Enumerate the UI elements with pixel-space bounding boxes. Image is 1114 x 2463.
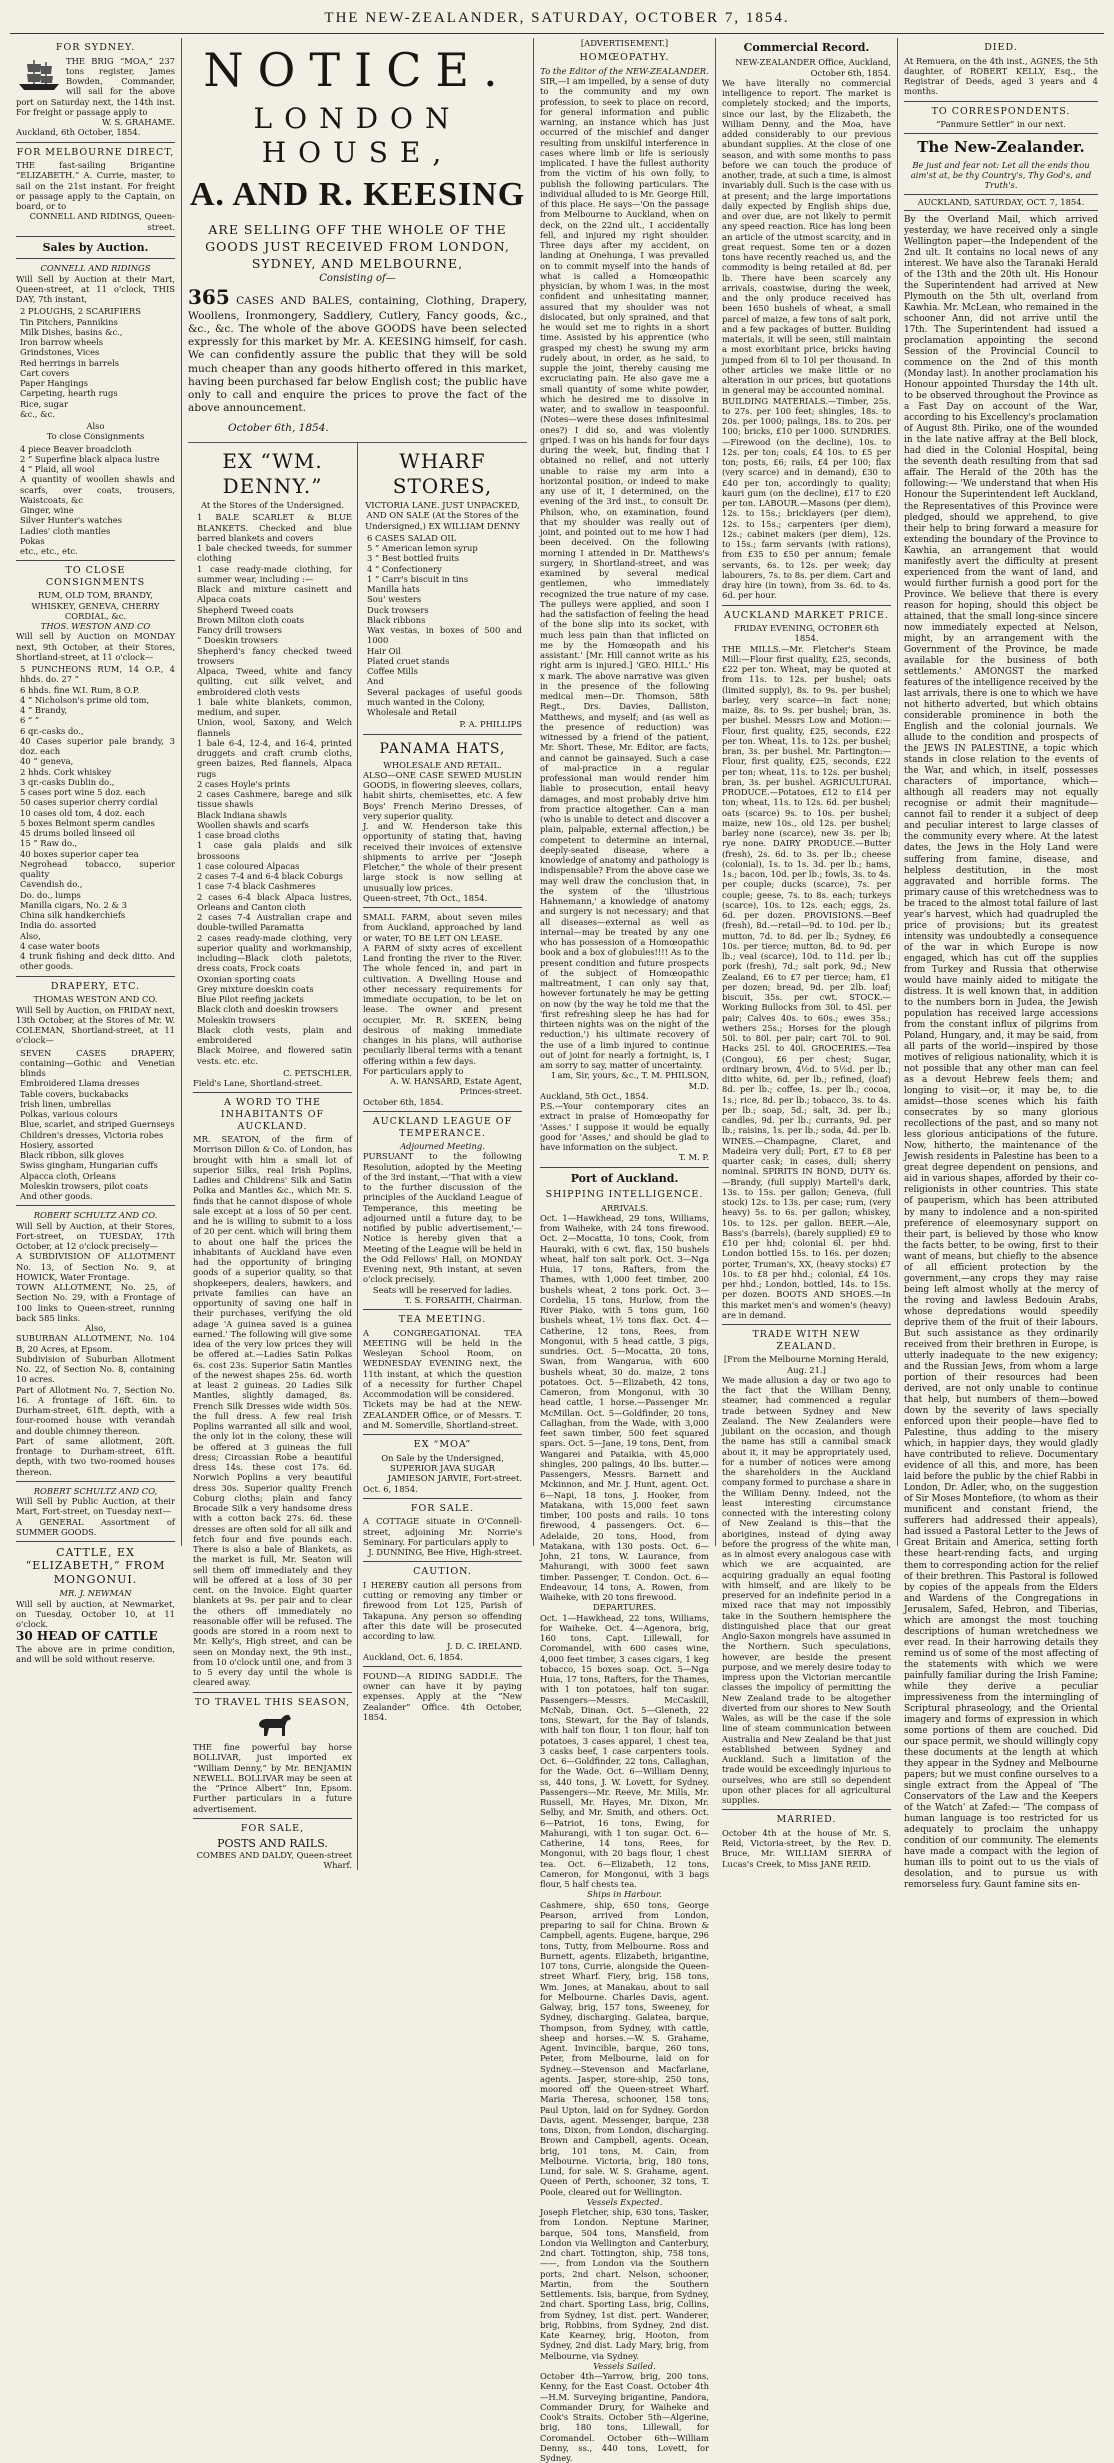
dateline: AUCKLAND, SATURDAY, OCT. 7, 1854.	[904, 194, 1098, 210]
cr-items-2: 4 piece Beaver broadcloth 2 ” Superfine black alpaca lustre 4 ” Plaid, all wool A quantity of woollen shawls and scarfs, over coats, trousers, Waistcoats, &c Ginger, wine Silver Hunter's watches Ladies' cloth mantles Pokas etc., etc., etc.	[20, 443, 175, 557]
col2-right: WHARF STORES, VICTORIA LANE. JUST UNPACKED, AND ON SALE (At the Stores of the Undersigned,) EX WILLIAM DENNY 6 CASES SALAD OIL 5 ” American lemon syrup 3 ” Best bottled fruits 4 ” Confectionery 1 ” Carr's biscuit in tins Manilla hats Sou' westers Duck trowsers Black ribbons Wax vestas, in boxes of 500 and 1000 Hair Oil Plated cruet stands Coffee Mills And Several packages of useful goods much wanted in the Colony, Wholesale and Retail P. A. PHILLIPS PANAMA HATS, WHOLESALE AND RETAIL. ALSO—ONE CASE SEWED MUSLIN GOODS, in flowering sleeves, collars, habit shirts, chemisettes, etc. A few Boys' French Merino Dresses, of very superior quality. J. and W. Henderson take this opportunity of stating that, having received their invoices of extensive shipments to arrive per “Joseph Fletcher,” the whole of their present large stock is now selling at unusually low prices. Queen-street, 7th Oct., 1854. SMALL FARM, about seven miles from Auckland, approached by land or water, TO BE LET ON LEASE. A FARM of sixty acres of excellent Land fronting the river to the River. The whole fenced in, and part in cultivation. A Dwelling House and other necessary requirements for immediate occupation, to be let on lease. The owner and present occupier, Mr. R. SKEEN, being desirous of making immediate changes in his plans, will authorise peculiarly liberal terms with a tenant offering within a few days. For particulars apply to A. W. HANSARD, Estate Agent, Princes-street. October 6th, 1854. AUCKLAND LEAGUE OF TEMPERANCE. Adjourned Meeting. PURSUANT to the following Resolution, adopted by the Meeting of the 3rd instant,—'That with a view to the further discussion of the principles of the Auckland League of Temperance, this meeting be adjourned until a future day, to be notified by public advertisement,'—Notice is hereby given that a Meeting of the League will be held in the Odd Fellows' Hall, on MONDAY Evening next, 9th instant, at seven o'clock precisely. Seats will be reserved for ladies. T. S. FORSAITH, Chairman. TEA MEETING. A CONGREGATIONAL TEA MEETING will be held in the Wesleyan School Room, on WEDNESDAY EVENING next, the 11th instant, at which the question of a necessity for further Chapel Accommodation will be considered. Tickets may be had at the NEW-ZEALANDER Office, or of Messrs. T. and M. Somerville, Shortland-street. EX “MOA” On Sale by the Undersigned, SUPERIOR JAVA SUGAR JAMIESON JARVIE, Fort-street. Oct. 6, 1854. FOR SALE. A COTTAGE situate in O'Connell-street, adjoining Mr. Norrie's Seminary. For particulars apply to J. DUNNING, Bee Hive, High-street. CAUTION. I HEREBY caution all persons from cutting or removing any timber or firewood from Lot 125, Parish of Takapuna. Any person so offending after this date will be prosecuted according to law. J. D. C. IRELAND. Auckland, Oct. 6, 1854. FOUND—A RIDING SADDLE. The owner can have it by paying expenses. Apply at the “New Zealander” Office. 4th October, 1854.	[363, 449, 522, 1722]
weston-items: 5 PUNCHEONS RUM, 14 O.P., 4 hhds. do. 27 ” 6 hhds. fine W.I. Rum, 8 O.P. 4 ” Nicholson's prime old tom, 4 ” Brandy, 6 ” ” 6 qr.-casks do., 40 Cases superior pale brandy, 3 doz. each 40 ” geneva, 2 hhds. Cork whiskey 3 qr.-casks Dublin do., 5 cases port wine 5 doz. each 50 cases superior cherry cordial 10 cases old tom, 4 doz. each 5 boxes Belmont sperm candles 45 drums boiled linseed oil 15 ” Raw do., 40 boxes superior caper tea Negrohead tobacco, superior quality Cavendish do., Do. do., lumps Manilla cigars, No. 2 & 3 China silk handkerchiefs India do. assorted Also, 4 case water boots 4 trunk fishing and deck ditto. And other goods.	[20, 664, 175, 972]
editorial: By the Overland Mail, which arrived yesterday, we have received only a single Wellington paper—the Independent of the 2nd ult. It contains no local news of any interest. We have also the Taranaki Herald of the 13th and the 20th ult. His Honour the Superintendent had arrived at New Plymouth on the 5th ult, overland from Kawhia. Mr. McLean, who remained in the schooner Ann, did not arrive until the 17th. The Superintendent had issued a proclamation appointing the second Session of the Provincial Council to commence on the 2nd of this month (Monday last). In another proclamation his Honour appointed Thursday the 14th ult. to be observed throughout the Province as a Fast Day on account of the War, according to his Excellency's proclamation of August 8th. Piriko, one of the wounded in the late native affray at the Bell block, had died in the Colonial Hospital, being the seventh death resulting from that sad affair. The Herald of the 20th has the following:— 'We understand that when His Honour the Superintendent left Auckland, the Representatives of this Province were pledged, should we apprehend, to give their help to bring forward a measure for extending the boundary of the Province to Kawhia, an arrangement that would manifestly avert the difficulty at present experienced from the want of land, and would further furnish a good port for the Province. We believe that there is every reason for hoping, should this object be attained, that the small long-since sincere now immediately expected at Nelson, might, by an arrangement with the Government of the Province, be made available for the business of both settlements.' AMONGST the marked features of the intelligence received by the last arrivals, there is one to which we have not hitherto adverted, but which obtains considerable prominence in both the English and the colonial journals. We allude to the condition and prospects of the JEWS IN PALESTINE, a topic which stands in close relation to the events of the War, and which, in itself, possesses characters of importance, which—although all readers may not equally recognise or admit their magnitude—cannot fail to render it a subject of deep and peculiar interest to large classes of the community every where. At the latest dates, the Jews in the Holy Land were suffering from famine, disease, and helpless destitution, in the most aggravated and horrible forms. The primary cause of this wretchedness was to be traced to the almost total failure of last year's harvest, which had quadrupled the price of provisions; but its greatest intensity was undoubtedly a consequence of the war in which Europe is now engaged, which has cut off the supplies from Turkey and Russia that otherwise would have mainly aided to mitigate the distress. It is well known that, in addition to the numbers born in Judea, the Jewish population has received large accessions from the constant influx of pilgrims from Poland, Hungary, and, it may be said, from all parts of the world—inspired by those motives of religious nationality, which it is not possible that any other man can feel as a devout Hebrew feels them; and longing to visit—or, it may be, to die amidst—those scenes which his faith consecrates by so many glorious recollections of the past, and so many not less glorious anticipations of the future. Now, hitherto, the maintenance of the Jewish residents in Palestine has been to a great degree dependent on pensions, and aid in various shapes, afforded by their co-religionists in other countries. This state of pauperism, which has been attributed by many to indolence and a non-spirited preference of eleemosynary support on their part, is believed by those who know the facts better, to be owing, first to their want of means, but chiefly to the absence of all efficient protection by the government,—any crops they may raise being left almost wholly at the mercy of the roving and lawless Bedouin Arabs, whose depredations would speedily deprive them of the fruit of their labours. But such assistance as they ordinarily received from their brethren in Europe, is utterly inadequate to the new exigency; and the Russian Jews, from whom a large portion of their resources had been derived, are not only unable to continue that help, but numbers of them—bowed down by the severity of laws specially enforced upon their people—have fled to Palestine, thus adding to the misery which, in happier days, they would gladly have contributed to relieve. Documentary evidence of all this, and more, has been laid before the public by the chief Rabbi in London, Dr. Adler, who, on the suggestion of Sir Moses Montefiore, (to whom as their munificent and constant friend, the sufferers had addressed their appeals), had issued a Pastoral Letter to the Jews of Great Britain and America, setting forth these heart-rending facts, and urging them to corresponding action for the relief of their brethren. This Pastoral is followed by copies of the appeals from the Elders and Wardens of the Congregations in Jerusalem, Safed, Hebron, and Tiberias, which are amongst the most touching descriptions of human wretchedness we ever read. In their harrowing details they remind us of some of the most affecting of the statements with which we were painfully familiar during the Irish Famine; while they derive a peculiar impressiveness from the intermingling of Scriptural phraseology, and the Oriental imagery and forms of expression in which some portions of them are couched. Did our space permit, we should willingly copy these documents at the length at which they appear in the Sydney and Melbourne papers; but we must confine ourselves to a single extract from the Appeal of 'The Conservators of the Law and the Keepers of the Watch' at Zafed:— 'The compass of human language is too restricted for us adequately to proclaim the unhappy condition of our community. The elements have made a compact with the legion of human ills to point out to us the vials of desolation, and to pursue us with remorseless fury. Gaunt famine sits en-	[904, 214, 1098, 1891]
split-columns	[188, 442, 527, 1870]
seaton-notice: MR. SEATON, of the firm of Morrison Dillon & Co. of London, has brought with him a small lot of superior Silks, real Irish Poplins, Ladies and Childrens' Silk and Satin Polka and Mantles &c., which Mr. S. finds that he cannot dispose of whole sale except at a loss of 50 per cent. and he is willing to submit to a loss of 20 per cent. which will bring them to about one half the prices the inhabitants of Auckland have even had the opportunity of bringing goods of a superior quality, so that shopkeepers, dealers, hawkers, and private families can have an opportunity of saving one half in their purchases, verifying the old adage 'A guinea saved is a guinea earned.' The following will give some idea of the very low prices they will be offered at.—Ladies Satin Polkas 6s. cost 23s. Superior Satin Mantles of the newest shapes 25s. 6d. worth at least 2 guineas. 20 Ladies Silk Mantles, slightly damaged, 8s. French Silk Dresses wide width 50s. the full dress. A few real Irish Poplins warranted all silk and wool, the only lot in the colony, these will be offered at 3 guineas the full dress; Circassian Robe a beautiful dress 14s. these cost 17s. 6d. Norwich Poplins a very beautiful dress 30s. Superior quality French Coburg cloths; plain and fancy Brocade Silk a very handsome dress with a cotton back 27s. 6d. these dresses are often sold for all silk and fetch four and five pounds each. There is also a bale of Blankets, as the market is full, Mr. Seaton will sell them off immediately and they will be offered at a loss of 30 per cent. on the Invoice. Eight quarter blankets at 9s. per pair and to clear the others off immediately no reasonable offer will be refused. The goods are stored in a room next to Mr. Kelly's, High street, and can be seen on Monday next, the 9th inst., from 10 o'clock until one, and from 3 to 5 every day until the whole is cleared away.	[193, 1134, 352, 1688]
market-prices: THE MILLS.—Mr. Fletcher's Steam Mill:—Flour first quality, £25, seconds, £22 per ton. Wheat, may be quoted at from 11s. to 12s. per bushel; oats (limited supply), 8s. to 9s. per bushel; barley, very scarce—in fact none; maize, 8s. to 9s. per bushel; bran, 3s. per bushel. Messrs Low and Motion:—Flour, first quality, £25, seconds, £22 per ton. Wheat, 11s. to 12s. per bushel; bran, 3s. per bushel. Mr. Partington:—Flour, first quality, £25, seconds, £22 per ton; wheat, 11s. to 12s. per bushel; bran, 3s. per bushel. AGRICULTURAL PRODUCE.—Potatoes, £12 to £14 per ton; wheat, 11s. to 12s. 6d. per bushel; oats (scarce) 9s. to 10s. per bushel; maize, new 10s., old 12s. per bushel; barley none (scarce), new 3s. per lb; rye none. DAIRY PRODUCE.—Butter (fresh), 2s. 6d. to 3s. per lb.; cheese (colonial), 1s. to 1s. 3d. per lb.; hams, 1s.; bacon, 10d. per lb.; fowls, 3s. to 4s. per couple; ducks (scarce), 7s. per couple; geese, 7s. to 8s. each; turkeys (scarce), 10s. to 12s. each; eggs, 2s. 6d. per dozen. PROVISIONS.—Beef (fresh), 8d.—retail—9d. to 10d. per lb.; mutton, 7d. to 8d. per lb.; Sydney, £6 10s. per tierce; mutton, 8d. to 9d. per lb.; veal (scarce), 10d. to 11d. per lb.; pork (fresh), 7d.; salt pork, 9d.; New Zealand, £6 to £7 per tierce; ham, £1 per dozen; bread, 9d. per 2lb. loaf; biscuit, 35s. per cwt. STOCK.—Working Bullocks from 30l. to 45l. per pair; Calves 40s. to 60s.; ewes 35s.; wethers 25s.; Horses for the plough 50l. to 80l. per pair; cart 70l. to 90l. Hacks 25l. to 40l. GROCERIES.—Tea (Congou), £6 per chest; Sugar, ordinary brown, 4½d. to 5½d. per lb.; ditto white, 6d. per lb.; refined, (loaf) 8d. per lb.; coffee, 1s. per lb.; cocoa, 1s.; rice, 8d. per lb.; tobacco, 3s. to 4s. per lb.; soap, 5d.; salt, 3d. per lb.; candles, 9d. per lb.; currants, 9d. per lb.; raisins, 1s. per lb.; soda, 4d. per lb. WINES.—Champagne, Claret, and Madeira very dull; Port, £7 to £8 per quarter cask; in cases, dull; sherry nominal. SPIRITS IN BOND, DUTY 6s.—Brandy, (full supply) Martell's dark, 13s. to 15s. per gallon; Geneva, (full stock) 12s. to 13s. per case; rum, (very heavy) 5s. to 6s. per gallon; whiskey, 10s. to 12s. per gallon. BEER.—Ale, Bass's (barrels), (barely supplied) £9 to £10 per hhd; colonial 6l. per hhd. London bottled 15s. to 16s. per dozen; porter, Truman's, XX, (heavy stocks) £7 10s. to £8 per hhd.; colonial, £4 10s. per hhd.; London, bottled, 14s. to 15s. per dozen. BOOTS AND SHOES.—In this market men's and women's (heavy) are in demand.	[722, 643, 892, 1320]
commercial-prices: BUILDING MATERIALS.—Timber, 25s. to 27s. per 100 feet; shingles, 18s. to 20s. per 1000; palings, 18s. to 20s. per 100; bricks, £10 per 1000. SUNDRIES.—Firewood (on the decline), 10s. to 12s. per ton; coals, £4 10s. to £5 per ton; posts, £6; rails, £4 per 100; flax (very scarce) and in demand), £30 to £40 per ton, accordingly to quality; kauri gum (on the decline), £17 to £20 per ton. LABOUR.—Masons (per diem), 12s. to 15s.; bricklayers (per diem), 12s. to 15s.; carpenters (per diem), 12s.; cabinet makers (per diem), 12s. to 15s.; farm servants (with rations), from £35 to £50 per annum; female servants, 6s. to 12s. per week; day labourers, 7s. to 8s. per diem. Cart and dray hire (in town), from 3s. 6d. to 4s. 6d. per hour.	[722, 395, 891, 601]
column-1: FOR SYDNEY. THE BRIG “MOA,” 237 tons register, James Bowden, Commander, will sail for the above port on Saturday next, the 14th inst. For freight or passage apply to W. S. GRAHAME. Auckland, 6th October, 1854. FOR MELBOURNE DIRECT, THE fast-sailing Brigantine “ELIZABETH.” A. Currie, master, to sail on the 21st instant. For freight or passage apply to the Captain, on board, or to CONNELL AND RIDINGS, Queen-street. Sales by Auction. CONNELL AND RIDINGS Will Sell by Auction at their Mart, Queen-street, at 11 o'clock, THIS DAY, 7th instant, 2 PLOUGHS, 2 SCARIFIERS Tin Pitchers, Pannikins Milk Dishes, basins &c., Iron barrow wheels Grindstones, Vices Red herrings in barrels Cart covers Paper Hangings Carpeting, hearth rugs Rice, sugar &c., &c. Also To close Consignments 4 piece Beaver broadcloth 2 ” Superfine black alpaca lustre 4 ” Plaid, all wool A quantity of woollen shawls and scarfs, over coats, trousers, Waistcoats, &c Ginger, wine Silver Hunter's watches Ladies' cloth mantles Pokas etc., etc., etc. TO CLOSE CONSIGNMENTS RUM, OLD TOM, BRANDY, WHISKEY, GENEVA, CHERRY CORDIAL, &c. THOS. WESTON AND CO Will sell by Auction on MONDAY next, 9th October, at their Stores, Shortland-street, at 11 o'clock— 5 PUNCHEONS RUM, 14 O.P., 4 hhds. do. 27 ” 6 hhds. fine W.I. Rum, 8 O.P. 4 ” Nicholson's prime old tom, 4 ” Brandy, 6 ” ” 6 qr.-casks do., 40 Cases superior pale brandy, 3 doz. each 40 ” geneva, 2 hhds. Cork whiskey 3 qr.-casks Dublin do., 5 cases port wine 5 doz. each 50 cases superior cherry cordial 10 cases old tom, 4 doz. each 5 boxes Belmont sperm candles 45 drums boiled linseed oil 15 ” Raw do., 40 boxes superior caper tea Negrohead tobacco, superior quality Cavendish do., Do. do., lumps Manilla cigars, No. 2 & 3 China silk handkerchiefs India do. assorted Also, 4 case water boots 4 trunk fishing and deck ditto. And other goods. DRAPERY, ETC. THOMAS WESTON AND CO. Will Sell by Auction, on FRIDAY next, 13th October, at the Stores of Mr. W. COLEMAN, Shortland-street, at 11 o'clock— SEVEN CASES DRAPERY, containing—Gothic and Venetian blinds Embroidered Llama dresses Table covers, buckabacks Irish linen, umbrellas Polkas, various colours Blue, scarlet, and striped Guernseys Children's dresses, Victoria robes Hosiery, assorted Black ribbon, silk gloves Swiss gingham, Hungarian cuffs Alpacca cloth, Orleans Moleskin trowsers, pilot coats And other goods. ROBERT SCHULTZ AND CO. Will Sell by Auction, at their Stores, Fort-street, on TUESDAY, 17th October, at 12 o'clock precisely— A SUBDIVISION OF ALLOTMENT No. 13, of Section No. 9, at HOWICK, Water Frontage. TOWN ALLOTMENT, No. 25, of Section No. 29, with a Frontage of 100 links to Queen-street, running back 585 links. Also, SUBURBAN ALLOTMENT, No. 104 B, 20 Acres, at Epsom. Subdivision of Suburban Allotment No. 22, of Section No. 8, containing 10 acres. Part of Allotment No. 7, Section No. 16. A frontage of 16ft. 6in. to Durham-street, 61ft. depth, with a four-roomed house with verandah and double chimney thereon. Part of same allotment, 20ft. frontage to Durham-street, 61ft. depth, with two two-roomed houses thereon. ROBERT SCHULTZ AND CO, Will Sell by Public Auction, at their Mart, Fort-street, on Tuesday next— A GENERAL Assortment of SUMMER GOODS. CATTLE, EX “ELIZABETH,” FROM MONGONUI. MR. J. NEWMAN Will sell by auction, at Newmarket, on Tuesday, October 10, at 11 o'clock. 30 HEAD OF CATTLE The above are in prime condition, and will be sold without reserve.	[10, 38, 182, 1546]
auction-heading: Sales by Auction.	[42, 240, 149, 254]
homeopathy-letter: SIR,—I am impelled, by a sense of duty to the community and my own profession, to seek to place on record, for general information and public warning, an instance which has just occurred of the mischief and danger resulting from unskilful interference in cases where limb or life is seriously implicated. I have the fullest authority from the victim of his own folly, to publish the following particulars. The individual alluded to is Mr. George Hill, of this place. He says—'On the passage from Melbourne to Auckland, when on deck, on the 22nd ult., I accidentally fell, and injured my right shoulder. Three days after my accident, on landing at Onehunga, I was prevailed on to commit myself into the hands of what is called a Homœopathic physician, by whom I was, in the most confident and unhesitating manner, assured that my shoulder was not dislocated, but only sprained, and that he would set me to rights in a short time. Assisted by his apprentice (who grasped my chest) he swung my arm rudely about, in order, as he said, to supple the joint, thereby causing me excruciating pain. He also gave me a small quantity of some white powder, which he desired me to dissolve in water, and to swallow in teaspoonful. (Notes—were these doses infinitesimal ones?) I did so, and was violently griped. I was on his hands for four days during the week, but, finding that I obtained no relief, and not utterly unable to raise my arm into a horizontal position, or indeed to make any use of it, I determined, on the evening of the 3rd inst., to consult Dr. Philson, who, on examination, found that my shoulder was really out of joint, and pointed out to me how I had been deceived. On the following morning I attended in Dr. Matthews's surgery, in Shortland-street, and was examined by several medical gentlemen, who immediately recognized the true nature of my case. The pulleys were applied, and soon I had the satisfaction of feeling the head of the bone slip into its socket, with much less pain than that inflicted on me by the Homœopath and his assistant.' [Mr. Hill cannot write as his right arm is injured.] 'GEO. HILL.' His x mark. The above narrative was given in the presence of the following medical men—Dr. Thomson, 58th Regt., Drs. Davies, Dalliston, Matthews, and myself; and (as well as the presence of reduction) was witnessed by a friend of the patient, Mr. Short. These, Mr. Editor, are facts, and cannot be gainsayed. Such a case of mal-practice in a regular professional man would render him liable to prosecution, entail heavy damages, and most probably drive him from practice altogether. Can a man (who is unable to detect and discover a plain, palpable, external affection,) be competent to determine an internal, deeply-seated disease, where a knowledge of anatomy and pathology is indispensable? From the above case we may well draw the conclusion that, in the system of the 'illustrious Hahnemann,' a knowledge of anatomy and surgery is not necessary; and that all diseases—external as well as internal—may be treated by any one who has possession of a Homœopathic book and a box of globules!!!! As to the present condition and future prospects of the subject of Homœopathic maltreatment, I can only say that, however fortunately he may be getting on now (by the way he told me that the 'first refreshing sleep he has had for thirteen nights was on the night of the reduction,') his ultimate recovery of the use of a limb injured to continue out of joint for nearly a fortnight, is, I am sorry to say, matter of uncertainty.	[540, 76, 709, 1071]
keesing-firm: A. AND R. KEESING	[189, 176, 526, 214]
col2-left: EX “WM. DENNY.” At the Stores of the Undersigned. 1 BALE SCARLET & BLUE BLANKETS. Checked and blue barred blankets and covers 1 bale checked tweeds, for summer clothing 1 case ready-made clothing, for summer wear, including :— Black and mixture casinett and Alpaca coats Shepherd Tweed coats Brown Milton cloth coats Fancy drill trowsers ” Doeskin trowsers Shepherd's fancy checked tweed trowsers Alpaca, Tweed, white and fancy quilting, cut silk velvet, and embroidered cloth vests 1 bale white blankets, common, medium, and super. Union, wool, Saxony, and Welch flannels 1 bale 6-4, 12-4, and 16-4, printed druggets and craft crumb cloths, green baizes, Red flannels, Alpaca rugs 2 cases Hoyle's prints 2 cases Cashmere, barege and silk tissue shawls Black Indiana shawls Woollen shawls and scarfs 1 case broad cloths 1 case gala plaids and silk brossoons 1 case coloured Alpacas 2 cases 7-4 and 6-4 black Coburgs 1 case 7-4 black Cashmeres 2 cases 6-4 black Alpaca lustres, Orleans and Canton cloth 2 cases 7-4 Australian crape and double-twilled Paramatta 2 cases ready-made clothing, very superior quality and workmanship, including—Black cloth paletots, dress coats, Frock coats Oxonian sporting coats Grey mixture doeskin coats Blue Pilot reefing jackets Black cloth and doeskin trowsers Moleskin trowsers Black cloth vests, plain and embroidered Black Moiree, and flowered satin vests. etc. etc. C. PETSCHLER. Field's Lane, Shortland-street. A WORD TO THE INHABITANTS OF AUCKLAND. MR. SEATON, of the firm of Morrison Dillon & Co. of London, has brought with him a small lot of superior Silks, real Irish Poplins, Ladies and Childrens' Silk and Satin Polka and Mantles &c., which Mr. S. finds that he cannot dispose of whole sale except at a loss of 50 per cent. and he is willing to submit to a loss of 20 per cent. which will bring them to about one half the prices the inhabitants of Auckland have even had the opportunity of bringing goods of a superior quality, so that shopkeepers, dealers, hawkers, and private families can have an opportunity of saving one half in their purchases, verifying the old adage 'A guinea saved is a guinea earned.' The following will give some idea of the very low prices they will be offered at.—Ladies Satin Polkas 6s. cost 23s. Superior Satin Mantles of the newest shapes 25s. 6d. worth at least 2 guineas. 20 Ladies Silk Mantles, slightly damaged, 8s. French Silk Dresses wide width 50s. the full dress. A few real Irish Poplins warranted all silk and wool, the only lot in the colony, these will be offered at 3 guineas the full dress; Circassian Robe a beautiful dress 14s. these cost 17s. 6d. Norwich Poplins a very beautiful dress 30s. Superior quality French Coburg cloths; plain and fancy Brocade Silk a very handsome dress with a cotton back 27s. 6d. these dresses are often sold for all silk and fetch four and five pounds each. There is also a bale of Blankets, as the market is full, Mr. Seaton will sell them off immediately and they will be offered at a loss of 30 per cent. on the Invoice. Eight quarter blankets at 9s. per pair and to clear the others off immediately no reasonable offer will be refused. The goods are stored in a room next to Mr. Kelly's, High street, and can be seen on Monday next, the 9th inst., from 10 o'clock until one, and from 3 to 5 every day until the whole is cleared away. TO TRAVEL THIS SEASON, THE fine powerful bay horse BOLLIVAR, just imported ex “William Denny,” by Mr. BENJAMIN NEWELL. BOLLIVAR may be seen at the “Prince Albert” Inn, Epsom. Further particulars in a future advertisement. FOR SALE, POSTS AND RAILS. COMBES AND DALDY, Queen-street Wharf.	[188, 443, 358, 1870]
london-house: LONDON HOUSE,	[253, 102, 462, 170]
vessels-expected: Joseph Fletcher, ship, 630 tons, Tasker, from London. Neptune Mariner, barque, 504 tons, Mansfield, from London via Wellington and Canterbury, 2nd chart. Tottington, ship, 758 tons, ——, from London via the Southern ports, 2nd chart. Nelson, schooner, Martin, from the Southern Settlements. Isis, barque, from Sydney, 2nd chart. Sporting Lass, brig, Collins, from Sydney, 1st dist. pert. Wanderer, brig, Robbins, from Sydney, 2nd dist. Kate Kearney, brig, Hooton, from Sydney, 2nd dist. Lady Mary, brig, from Melbourne, via Sydney.	[540, 2207, 709, 2361]
notice-title: NOTICE.	[203, 43, 512, 97]
wharf-stores-heading: WHARF STORES,	[392, 449, 493, 498]
died-notice: At Remuera, on the 4th inst., AGNES, the 5th daughter, of ROBERT KELLY, Esq., the Registrar of Deeds, aged 3 years and 4 months.	[904, 55, 1098, 97]
homeopathy-heading: HOMŒOPATHY.	[579, 52, 670, 64]
denny-items: 1 BALE SCARLET & BLUE BLANKETS. Checked and blue barred blankets and covers 1 bale checked tweeds, for summer clothing 1 case ready-made clothing, for summer wear, including :— Black and mixture casinett and Alpaca coats Shepherd Tweed coats Brown Milton cloth coats Fancy drill trowsers ” Doeskin trowsers Shepherd's fancy checked tweed trowsers Alpaca, Tweed, white and fancy quilting, cut silk velvet, and embroidered cloth vests 1 bale white blankets, common, medium, and super. Union, wool, Saxony, and Welch flannels 1 bale 6-4, 12-4, and 16-4, printed druggets and craft crumb cloths, green baizes, Red flannels, Alpaca rugs 2 cases Hoyle's prints 2 cases Cashmere, barege and silk tissue shawls Black Indiana shawls Woollen shawls and scarfs 1 case broad cloths 1 case gala plaids and silk brossoons 1 case coloured Alpacas 2 cases 7-4 and 6-4 black Coburgs 1 case 7-4 black Cashmeres 2 cases 6-4 black Alpaca lustres, Orleans and Canton cloth 2 cases 7-4 Australian crape and double-twilled Paramatta 2 cases ready-made clothing, very superior quality and workmanship, including—Black cloth paletots, dress coats, Frock coats Oxonian sporting coats Grey mixture doeskin coats Blue Pilot reefing jackets Black cloth and doeskin trowsers Moleskin trowsers Black cloth vests, plain and embroidered Black Moiree, and flowered satin vests. etc. etc.	[197, 512, 352, 1066]
trade-article: We made allusion a day or two ago to the fact that the William Denny, steamer, had commenced a regular trade between Sydney and New Zealand. The New Zealanders were jubilant on the occasion, and though the name has still a cannibal smack about it, it may be appropriately used, for a number of notices were among the shareholders in the Auckland company formed to purchase a share in the William Denny. Indeed, not the least interesting circumstance connected with the interesting colony of New Zealand is this—that the aborigines, instead of dying away before the progress of the white man, as in almost every analogous case with which we are acquainted, are acquiring gradually an equal footing with himself, and are likely to be preserved for an indefinite period in a mixed race that may not impossibly take in the Southern hemisphere the distinguished place that our great Anglo-Saxon mongrels have assumed in the Northern. Such speculations, however, are beside the present purpose, and we merely desire today to impress upon the Victorian mercantile classes the impolicy of permitting the New Zealand trade to be altogether diverted from our shores to New South Wales, as will be the case if the sole line of steam communication between Australia and New Zealand be that just established between Sydney and Auckland. Such a limitation of the trade would be exceedingly injurious to ourselves, who are still so dependent upon other places for all agricultural supplies.	[722, 1374, 891, 1806]
ships-in-harbour: Cashmere, ship, 650 tons, George Pearson, arrived from London, preparing to sail for China. Brown & Campbell, agents. Eugene, barque, 296 tons, Tutty, from Melbourne. Ross and Burnett, agents. Elizabeth, brigantine, 107 tons, Currie, alongside the Queen-street Wharf. Fiery, brig, 158 tons, Wm. Jones, at Manakau, about to sail for Melbourne. Charles Davis, agent. Galway, brig, 157 tons, Sweeney, for Sydney, discharging. Galatea, barque, Thompson, from Sydney, with cattle, sheep and horses.—W. S. Grahame, Agent. Invincible, barque, 260 tons, Peter, from Melbourne, laid on for Sydney.—Stevenson and Macfarlane, agents. Jasper, store-ship, 250 tons, moored off the Queen-street Wharf. Maria Theresa, schooner, 158 tons, Paul Upton, laid on for Sydney. Gordon Davis, agent. Messenger, barque, 238 tons, Dixon, from London, discharging. Brown and Campbell, agents. Ocean, brig, 101 tons, M. Cain, from Melbourne. Victoria, brig, 180 tons, Lund, for sale. W. S. Grahame, agent. Queen of Perth, schooner, 32 tons, T. Poole, cleared out for Wellington.	[540, 1899, 709, 2197]
masthead: THE NEW-ZEALANDER, SATURDAY, OCTOBER 7, 1854.	[10, 6, 1104, 34]
connell-ridings: CONNELL AND RIDINGS	[40, 263, 151, 274]
horse-icon	[251, 1710, 295, 1740]
cr-items: 2 PLOUGHS, 2 SCARIFIERS Tin Pitchers, Pannikins Milk Dishes, basins &c., Iron barrow wheels Grindstones, Vices Red herrings in barrels Cart covers Paper Hangings Carpeting, hearth rugs Rice, sugar &c., &c.	[20, 306, 141, 419]
vessels-sailed: October 4th—Yarrow, brig, 200 tons, Kenny, for the East Coast. October 4th—H.M. Surveying brigantine, Pandora, Commander Drury, for Waiheke and Cook's Straits. October 5th—Algerine, brig, 180 tons, Lillewall, for Coromandel. October 6th—William Denny, ss., 440 tons, Lovett, for Sydney.	[540, 2371, 709, 2463]
drapery-items: SEVEN CASES DRAPERY, containing—Gothic and Venetian blinds Embroidered Llama dresses Table covers, buckabacks Irish linen, umbrellas Polkas, various colours Blue, scarlet, and striped Guernseys Children's dresses, Victoria robes Hosiery, assorted Black ribbon, silk gloves Swiss gingham, Hungarian cuffs Alpacca cloth, Orleans Moleskin trowsers, pilot coats And other goods.	[20, 1047, 175, 1202]
keesing-body: 365 CASES AND BALES, containing, Clothing, Drapery, Woollens, Ironmongery, Saddlery, Cutlery, Fancy goods, &c., &c., &c. The whole of the above GOODS have been selected expressly for this market by Mr. A. KEESING himself, for cash. We can confidently assure the public that they will be sold much cheaper than any goods hitherto offered in this market, having been purchased far below English cost; the public have only to call and enquire the prices to prove the fact of the above announcement.	[188, 284, 527, 415]
commercial-heading: Commercial Record.	[743, 41, 870, 54]
weston-heading: THOS. WESTON AND CO	[40, 621, 151, 632]
commercial-body: We have literally no commercial intelligence to report. The market is completely stocked; and the imports, since our last, by the Elizabeth, the William Denny, and the Moa, have added considerably to our previous abundant supplies. At the close of one season, and with some months to pass before we can touch the produce of another, trade, at such a time, is almost invariably dull. Such is the case with us at present; and the large importations daily expected by English ships due, and over due, are not likely to permit any speed reaction. Rice has long been an article of the utmost scarcity, and in great request. Some ten or a dozen tons have recently reached us, and the commodity is being retailed at 8d. per lb. There have been scarcely any arrivals, coastwise, during the week, and the only produce received has been 1650 bushels of wheat, a small parcel of maize, a few tons of salt pork, and a few packages of butter. Building materials, it will be seen, still maintain a most exorbitant price, bricks having jumped from 6l to 10l per thousand. In other articles we make little or no alteration in our prices, but quotations in general may be accounted nominal.	[722, 77, 891, 396]
ship-icon	[16, 56, 62, 92]
sydney-heading: FOR SYDNEY.	[55, 42, 136, 53]
denny-heading: EX “WM. DENNY.”	[222, 449, 323, 498]
column-3: [ADVERTISEMENT.] HOMŒOPATHY. To the Editor of the NEW-ZEALANDER. SIR,—I am impelled, by a sense of duty to the community and my own profession, to seek to place on record, for general information and public warning, an instance which has just occurred of the mischief and danger resulting from unskilful interference in cases where limb or life is seriously implicated. I have the fullest authority from the victim of his own folly, to publish the following particulars. The individual alluded to is Mr. George Hill, of this place. He says—'On the passage from Melbourne to Auckland, when on deck, on the 22nd ult., I accidentally fell, and injured my right shoulder. Three days after my accident, on landing at Onehunga, I was prevailed on to commit myself into the hands of what is called a Homœopathic physician, by whom I was, in the most confident and unhesitating manner, assured that my shoulder was not dislocated, but only sprained, and that he would set me to rights in a short time. Assisted by his apprentice (who grasped my chest) he swung my arm rudely about, in order, as he said, to supple the joint, thereby causing me excruciating pain. He also gave me a small quantity of some white powder, which he desired me to dissolve in water, and to swallow in teaspoonful. (Notes—were these doses infinitesimal ones?) I did so, and was violently griped. I was on his hands for four days during the week, but, finding that I obtained no relief, and not utterly unable to raise my arm into a horizontal position, or indeed to make any use of it, I determined, on the evening of the 3rd inst., to consult Dr. Philson, who, on examination, found that my shoulder was really out of joint, and pointed out to me how I had been deceived. On the following morning I attended in Dr. Matthews's surgery, in Shortland-street, and was examined by several medical gentlemen, who immediately recognized the true nature of my case. The pulleys were applied, and soon I had the satisfaction of feeling the head of the bone slip into its socket, with much less pain than that inflicted on me by the Homœopath and his assistant.' [Mr. Hill cannot write as his right arm is injured.] 'GEO. HILL.' His x mark. The above narrative was given in the presence of the following medical men—Dr. Thomson, 58th Regt., Drs. Davies, Dalliston, Matthews, and myself; and (as well as the presence of reduction) was witnessed by a friend of the patient, Mr. Short. These, Mr. Editor, are facts, and cannot be gainsayed. Such a case of mal-practice in a regular professional man would render him liable to prosecution, entail heavy damages, and most probably drive him from practice altogether. Can a man (who is unable to detect and discover a plain, palpable, external affection,) be competent to determine an internal, deeply-seated disease, where a knowledge of anatomy and pathology is indispensable? From the above case we may well draw the conclusion that, in the system of the 'illustrious Hahnemann,' a knowledge of anatomy and surgery is not necessary; and that all diseases—external as well as internal—may be treated by any one who has possession of a Homœopathic book and a box of globules!!!! As to the present condition and future prospects of the subject of Homœopathic maltreatment, I can only say that, however fortunately he may be getting on now (by the way he told me that the 'first refreshing sleep he has had for thirteen nights was on the night of the reduction,') his ultimate recovery of the use of a limb injured to continue out of joint for nearly a fortnight, is, I am sorry to say, matter of uncertainty. I am, Sir, yours, &c., T. M. PHILSON, M.D. Auckland, 5th Oct., 1854. P.S.—Your contemporary cites an extract in praise of Homœopathy for 'Asses.' I suppose it would be equally good for 'Asses,' and should be glad to have information on the subject. T. M. P. Port of Auckland. SHIPPING INTELLIGENCE. ARRIVALS. Oct. 1—Hawkhead, 29 tons, Williams, from Waiheke, with 24 tons firewood. Oct. 2—Mocatta, 10 tons, Cook, from Hauraki, with 6 cwt. flax, 150 bushels wheat, half ton salt pork. Oct. 3—Nga Huia, 17 tons, Rafters, from the Thames, with 1,000 feet timber, 200 bushels wheat, 2 tons pork. Oct. 3—Cordelia, 15 tons, Hurlow, from the River Piako, with 5 tons gum, 160 bushels wheat, 1½ tons flax. Oct. 4—Catherine, 12 tons, Rees, from Mongonui, with 5 head cattle, 3 pigs, sundries. Oct. 5—Mocatta, 20 tons, Swan, from Wangarua, with 600 bushels wheat, 30 do. maize, 2 tons potatoes. Oct. 5—Elizabeth, 42 tons, Cameron, from Mongonui, with 30 head cattle, 1 horse.—Passenger Mr. McMillan. Oct. 5—Goldfinder, 20 tons, Callaghan, from the Wade, with 3,000 feet sawn timber, 500 feet squared spars. Oct. 5—Jane, 19 tons, Dent, from Wangarei and Pataikia, with 45,000 shingles, 200 palings, 40 lbs. butter.—Passengers, Messrs. Barnett and Mckinnon, and Mr. J. Hunt, agent. Oct. 6—Napi, 18 tons, J. Hooker, from Matakana, with 15,000 feet sawn timber, 100 posts and rails. 10 tons firewood, 4 passengers. Oct. 6—Adelaide, 20 tons, Hood, from Matakana, with 130 posts. Oct. 6—John, 21 tons, W. Laurance, from Mahurangi, with 3000 feet sawn timber. Passenger, T. Condon. Oct. 6—Endeavour, 14 tons, A. Rowen, from Waiheke, with 20 tons firewood. DEPARTURES. Oct. 1—Hawkhead, 22 tons, Williams, for Waiheke. Oct. 4—Agenora, brig, 160 tons, Capt. Lillewall, for Coromandel, with 600 cases wine, 4,000 feet timber, 3 cases cigars, 1 keg tobacco, 15 boxes soap. Oct. 5—Nga Huia, 17 tons, Rafters, for the Thames, with 1 ton potatoes, half ton sugar. Passengers—Messrs. McCaskill, McNab, Dinan. Oct. 5—Gleneth, 22 tons, Stewart, for the Bay of Islands, with half ton flour, 1 ton flour, half ton potatoes, 3 cases apparel, 1 chest tea, 3 casks beef, 1 case carpenters tools. Oct. 6—Goldfinder, 22 tons, Callaghan, for the Wade. Oct. 6—William Denny, ss, 440 tons, J. W. Lovett, for Sydney. Passengers—Mr. Reeve, Mr. Mills, Mr. Russell, Mr. Hayes, Mr. Dixon, Mr. Selby, and Mr. Smith, and others. Oct. 6—Patriot, 16 tons, Ewing, for Mahurangi, with 1 ton sugar. Oct. 6—Catherine, 14 tons, Rees, for Mongonui, with 20 bags flour, 1 chest tea. Oct. 6—Elizabeth, 12 tons, Cameron, for Mongonui, with 3 bags flour, 5 half chests tea. Ships in Harbour. Cashmere, ship, 650 tons, George Pearson, arrived from London, preparing to sail for China. Brown & Campbell, agents. Eugene, barque, 296 tons, Tutty, from Melbourne. Ross and Burnett, agents. Elizabeth, brigantine, 107 tons, Currie, alongside the Queen-street Wharf. Fiery, brig, 158 tons, Wm. Jones, at Manakau, about to sail for Melbourne. Charles Davis, agent. Galway, brig, 157 tons, Sweeney, for Sydney, discharging. Galatea, barque, Thompson, from Sydney, with cattle, sheep and horses.—W. S. Grahame, Agent. Invincible, barque, 260 tons, Peter, from Melbourne, laid on for Sydney.—Stevenson and Macfarlane, agents. Jasper, store-ship, 250 tons, moored off the Queen-street Wharf. Maria Theresa, schooner, 158 tons, Paul Upton, laid on for Sydney. Gordon Davis, agent. Messenger, barque, 238 tons, Dixon, from London, discharging. Brown and Campbell, agents. Ocean, brig, 101 tons, M. Cain, from Melbourne. Victoria, brig, 180 tons, Lund, for sale. W. S. Grahame, agent. Queen of Perth, schooner, 32 tons, T. Poole, cleared out for Wellington. Vessels Expected. Joseph Fletcher, ship, 630 tons, Tasker, from London. Neptune Mariner, barque, 504 tons, Mansfield, from London via Wellington and Canterbury, 2nd chart. Tottington, ship, 758 tons, ——, from London via the Southern ports, 2nd chart. Nelson, schooner, Martin, from the Southern Settlements. Isis, barque, from Sydney, 2nd chart. Sporting Lass, brig, Collins, from Sydney, 1st dist. pert. Wanderer, brig, Robbins, from Sydney, 2nd dist. Kate Kearney, brig, Hooton, from Sydney, 2nd dist. Lady Mary, brig, from Melbourne, via Sydney. Vessels Sailed. October 4th—Yarrow, brig, 200 tons, Kenny, for the East Coast. October 4th—H.M. Surveying brigantine, Pandora, Commander Drury, for Waiheke and Cook's Straits. October 5th—Algerine, brig, 180 tons, Lillewall, for Coromandel. October 6th—William Denny, ss., 440 tons, Lovett, for Sydney.	[534, 38, 716, 1546]
port-heading: Port of Auckland.	[570, 1171, 679, 1185]
melbourne-heading: FOR MELBOURNE DIRECT,	[16, 146, 175, 158]
column-5: DIED. At Remuera, on the 4th inst., AGNES, the 5th daughter, of ROBERT KELLY, Esq., the Registrar of Deeds, aged 3 years and 4 months. TO CORRESPONDENTS. “Panmure Settler” in our next. The New-Zealander. Be just and fear not: Let all the ends thou aim'st at, be thy Country's, Thy God's, and Truth's. AUCKLAND, SATURDAY, OCT. 7, 1854. By the Overland Mail, which arrived yesterday, we have received only a single Wellington paper—the Independent of the 2nd ult. It contains no local news of any interest. We have also the Taranaki Herald of the 13th and the 20th ult. His Honour the Superintendent had arrived at New Plymouth on the 5th ult, overland from Kawhia. Mr. McLean, who remained in the schooner Ann, did not arrive until the 17th. The Superintendent had issued a proclamation appointing the second Session of the Provincial Council to commence on the 2nd of this month (Monday last). In another proclamation his Honour appointed Thursday the 14th ult. to be observed throughout the Province as a Fast Day on account of the War, according to his Excellency's proclamation of August 8th. Piriko, one of the wounded in the late native affray at the Bell block, had died in the Colonial Hospital, being the seventh death resulting from that sad affair. The Herald of the 20th has the following:— 'We understand that when His Honour the Superintendent left Auckland, the Representatives of this Province were pledged, should we apprehend, to give their help to bring forward a measure for extending the boundary of the Province to Kawhia, an arrangement that would manifestly avert the difficulty at present experienced from the want of land, and would further furnish a good port for the Province. We believe that there is every reason for hoping, should this object be attained, that the small long-since sincere now immediately expected at Nelson, might, by an arrangement with the Government of the Province, be made available for the business of both settlements.' AMONGST the marked features of the intelligence received by the last arrivals, there is one to which we have not hitherto adverted, but which obtains considerable prominence in both the English and the colonial journals. We allude to the condition and prospects of the JEWS IN PALESTINE, a topic which stands in close relation to the events of the War, and which, in itself, possesses characters of importance, which—although all readers may not equally recognise or admit their magnitude—cannot fail to render it a subject of deep and peculiar interest to large classes of the community every where. At the latest dates, the Jews in the Holy Land were suffering from famine, disease, and helpless destitution, in the most aggravated and horrible forms. The primary cause of this wretchedness was to be traced to the almost total failure of last year's harvest, which had quadrupled the price of provisions; but its greatest intensity was undoubtedly a consequence of the war in which Europe is now engaged, which has cut off the supplies from Turkey and Russia that otherwise would have mainly aided to mitigate the distress. It is well known that, in addition to the numbers born in Judea, the Jewish population has received large accessions from the constant influx of pilgrims from Poland, Hungary, and, it may be said, from all parts of the world—inspired by those motives of religious nationality, which it is not possible that any other man can feel as a devout Hebrew feels them; and longing to visit—or, it may be, to die amidst—those scenes which his faith consecrates by so many glorious recollections of the past, and so many not less glorious anticipations of the future. Now, hitherto, the maintenance of the Jewish residents in Palestine has been to a great degree dependent on pensions, and aid in various shapes, afforded by their co-religionists in other countries. This state of pauperism, which has been attributed by many to indolence and a non-spirited preference of eleemosynary support on their part, is believed by those who know the facts better, to be owing, first to their want of means, but chiefly to the absence of all efficient protection by the government,—any crops they may raise being left almost wholly at the mercy of the roving and lawless Bedouin Arabs, whose depredations would speedily deprive them of the fruit of their labours. But such assistance as they ordinarily received from their brethren in Europe, is utterly inadequate to the new exigency; and the Russian Jews, from whom a large portion of their resources had been derived, are not only unable to continue that help, but numbers of them—bowed down by the severity of laws specially enforced upon their people—have fled to Palestine, thus adding to the misery which, in happier days, they would gladly have contributed to relieve. Documentary evidence of all this, and more, has been laid before the public by the chief Rabbi in London, Dr. Adler, who, on the suggestion of Sir Moses Montefiore, (to whom as their munificent and constant friend, the sufferers had addressed their appeals), had issued a Pastoral Letter to the Jews of Great Britain and America, setting forth these heart-rending facts, and urging them to corresponding action for the relief of their brethren. This Pastoral is followed by copies of the appeals from the Elders and Wardens of the Congregations in Jerusalem, Safed, Hebron, and Tiberias, which are amongst the most touching descriptions of human wretchedness we ever read. In their harrowing details they remind us of some of the most affecting of the statements with which we were painfully familiar during the Irish Famine; while they derive a peculiar impressiveness from the intermingling of Scriptural phraseology, and the Oriental imagery and forms of expression in which some portions of them are couched. Did our space permit, we should willingly copy these documents at the length at which they appear in the Sydney and Melbourne papers; but we must confine ourselves to a single extract from the Appeal of 'The Conservators of the Law and the Keepers of the Watch' at Zafed:— 'The compass of human language is too restricted for us adequately to proclaim the unhappy condition of our community. The elements have made a compact with the legion of human ills to point out to us the vials of desolation, and to pursue us with remorseless fury. Gaunt famine sits en-	[904, 42, 1098, 1891]
column-4: Commercial Record. NEW-ZEALANDER Office, Auckland, October 6th, 1854. We have literally no commercial intelligence to report. The market is completely stocked; and the imports, since our last, by the Elizabeth, the William Denny, and the Moa, have added considerably to our previous abundant supplies. At the close of one season, and with some months to pass before we can touch the produce of another, trade, at such a time, is almost invariably dull. Such is the case with us at present; and the large importations daily expected by English ships due, and over due, are not likely to permit any speed reaction. Rice has long been an article of the utmost scarcity, and in great request. Some ten or a dozen tons have recently reached us, and the commodity is being retailed at 8d. per lb. There have been scarcely any arrivals, coastwise, during the week, and the only produce received has been 1650 bushels of wheat, a small parcel of maize, a few tons of salt pork, and a few packages of butter. Building materials, it will be seen, still maintain a most exorbitant price, bricks having jumped from 6l to 10l per thousand. In other articles we make little or no alteration in our prices, but quotations in general may be accounted nominal. BUILDING MATERIALS.—Timber, 25s. to 27s. per 100 feet; shingles, 18s. to 20s. per 1000; palings, 18s. to 20s. per 100; bricks, £10 per 1000. SUNDRIES.—Firewood (on the decline), 10s. to 12s. per ton; coals, £4 10s. to £5 per ton; posts, £6; rails, £4 per 100; flax (very scarce) and in demand), £30 to £40 per ton, accordingly to quality; kauri gum (on the decline), £17 to £20 per ton. LABOUR.—Masons (per diem), 12s. to 15s.; bricklayers (per diem), 12s. to 15s.; carpenters (per diem), 12s.; cabinet makers (per diem), 12s. to 15s.; farm servants (with rations), from £35 to £50 per annum; female servants, 6s. to 12s. per week; day labourers, 7s. to 8s. per diem. Cart and dray hire (in town), from 3s. 6d. to 4s. 6d. per hour. AUCKLAND MARKET PRICE. FRIDAY EVENING, OCTOBER 6th 1854. THE MILLS.—Mr. Fletcher's Steam Mill:—Flour first quality, £25, seconds, £22 per ton. Wheat, may be quoted at from 11s. to 12s. per bushel; oats (limited supply), 8s. to 9s. per bushel; barley, very scarce—in fact none; maize, 8s. to 9s. per bushel; bran, 3s. per bushel. Messrs Low and Motion:—Flour, first quality, £25, seconds, £22 per ton. Wheat, 11s. to 12s. per bushel; bran, 3s. per bushel. Mr. Partington:—Flour, first quality, £25, seconds, £22 per ton; wheat, 11s. to 12s. per bushel; bran, 3s. per bushel. AGRICULTURAL PRODUCE.—Potatoes, £12 to £14 per ton; wheat, 11s. to 12s. 6d. per bushel; oats (scarce) 9s. to 10s. per bushel; maize, new 10s., old 12s. per bushel; barley none (scarce), new 3s. per lb; rye none. DAIRY PRODUCE.—Butter (fresh), 2s. 6d. to 3s. per lb.; cheese (colonial), 1s. to 1s. 3d. per lb.; hams, 1s.; bacon, 10d. per lb.; fowls, 3s. to 4s. per couple; ducks (scarce), 7s. per couple; geese, 7s. to 8s. each; turkeys (scarce), 10s. to 12s. each; eggs, 2s. 6d. per dozen. PROVISIONS.—Beef (fresh), 8d.—retail—9d. to 10d. per lb.; mutton, 7d. to 8d. per lb.; Sydney, £6 10s. per tierce; mutton, 8d. to 9d. per lb.; veal (scarce), 10d. to 11d. per lb.; pork (fresh), 7d.; salt pork, 9d.; New Zealand, £6 to £7 per tierce; ham, £1 per dozen; bread, 9d. per 2lb. loaf; biscuit, 35s. per cwt. STOCK.—Working Bullocks from 30l. to 45l. per pair; Calves 40s. to 60s.; ewes 35s.; wethers 25s.; Horses for the plough 50l. to 80l. per pair; cart 70l. to 90l. Hacks 25l. to 40l. GROCERIES.—Tea (Congou), £6 per chest; Sugar, ordinary brown, 4½d. to 5½d. per lb.; ditto white, 6d. per lb.; refined, (loaf) 8d. per lb.; coffee, 1s. per lb.; cocoa, 1s.; rice, 8d. per lb.; tobacco, 3s. to 4s. per lb.; soap, 5d.; salt, 3d. per lb.; candles, 9d. per lb.; currants, 9d. per lb.; raisins, 1s. per lb.; soda, 4d. per lb. WINES.—Champagne, Claret, and Madeira very dull; Port, £7 to £8 per quarter cask; in cases, dull; sherry nominal. SPIRITS IN BOND, DUTY 6s.—Brandy, (full supply) Martell's dark, 13s. to 15s. per gallon; Geneva, (full stock) 12s. to 13s. per case; rum, (very heavy) 5s. to 6s. per gallon; whiskey, 10s. to 12s. per gallon. BEER.—Ale, Bass's (barrels), (barely supplied) £9 to £10 per hhd; colonial 6l. per hhd. London bottled 15s. to 16s. per dozen; porter, Truman's, XX, (heavy stocks) £7 10s. to £8 per hhd.; colonial, £4 10s. per hhd.; London, bottled, 14s. to 15s. per dozen. BOOTS AND SHOES.—In this market men's and women's (heavy) are in demand. TRADE WITH NEW ZEALAND. [From the Melbourne Morning Herald, Aug. 21.] We made allusion a day or two ago to the fact that the William Denny, steamer, had commenced a regular trade between Sydney and New Zealand. The New Zealanders were jubilant on the occasion, and though the name has still a cannibal smack about it, it may be appropriately used, for a number of notices were among the shareholders in the Auckland company formed to purchase a share in the William Denny. Indeed, not the least interesting circumstance connected with the interesting colony of New Zealand is this—that the aborigines, instead of dying away before the progress of the white man, as in almost every analogous case with which we are acquainted, are acquiring gradually an equal footing with himself, and are likely to be preserved for an indefinite period in a mixed race that may not impossibly take in the Southern hemisphere the distinguished place that our great Anglo-Saxon mongrels have assumed in the Northern. Such speculations, however, are beside the present purpose, and we merely desire today to impress upon the Victorian mercantile classes the impolicy of permitting the New Zealand trade to be altogether diverted from our shores to New South Wales, as will be the case if the sole line of steam communication between Australia and New Zealand be that just established between Sydney and Auckland. Such a limitation of the trade would be exceedingly injurious to ourselves, who are still so dependent upon other places for all agricultural supplies. MARRIED. October 4th at the house of Mr. S. Reid, Victoria-street, by the Rev. D. Bruce, Mr. WILLIAM SIERRA of Lucas's Creek, to Miss JANE REID.	[716, 38, 898, 1546]
wharf-items: 6 CASES SALAD OIL 5 ” American lemon syrup 3 ” Best bottled fruits 4 ” Confectionery 1 ” Carr's biscuit in tins Manilla hats Sou' westers Duck trowsers Black ribbons Wax vestas, in boxes of 500 and 1000 Hair Oil Plated cruet stands Coffee Mills And Several packages of useful goods much wanted in the Colony, Wholesale and Retail	[367, 532, 522, 718]
arrivals: Oct. 1—Hawkhead, 29 tons, Williams, from Waiheke, with 24 tons firewood. Oct. 2—Mocatta, 10 tons, Cook, from Hauraki, with 6 cwt. flax, 150 bushels wheat, half ton salt pork. Oct. 3—Nga Huia, 17 tons, Rafters, from the Thames, with 1,000 feet timber, 200 bushels wheat, 2 tons pork. Oct. 3—Cordelia, 15 tons, Hurlow, from the River Piako, with 5 tons gum, 160 bushels wheat, 1½ tons flax. Oct. 4—Catherine, 12 tons, Rees, from Mongonui, with 5 head cattle, 3 pigs, sundries. Oct. 5—Mocatta, 20 tons, Swan, from Wangarua, with 600 bushels wheat, 30 do. maize, 2 tons potatoes. Oct. 5—Elizabeth, 42 tons, Cameron, from Mongonui, with 30 head cattle, 1 horse.—Passenger Mr. McMillan. Oct. 5—Goldfinder, 20 tons, Callaghan, from the Wade, with 3,000 feet sawn timber, 500 feet squared spars. Oct. 5—Jane, 19 tons, Dent, from Wangarei and Pataikia, with 45,000 shingles, 200 palings, 40 lbs. butter.—Passengers, Messrs. Barnett and Mckinnon, and Mr. J. Hunt, agent. Oct. 6—Napi, 18 tons, J. Hooker, from Matakana, with 15,000 feet sawn timber, 100 posts and rails. 10 tons firewood, 4 passengers. Oct. 6—Adelaide, 20 tons, Hood, from Matakana, with 130 posts. Oct. 6—John, 21 tons, W. Laurance, from Mahurangi, with 3000 feet sawn timber. Passenger, T. Condon. Oct. 6—Endeavour, 14 tons, A. Rowen, from Waiheke, with 20 tons firewood.	[540, 1212, 709, 1603]
motto: Be just and fear not: Let all the ends thou aim'st at, be thy Country's, Thy God's, and Truth's.	[910, 159, 1092, 191]
sydney-ad: THE BRIG “MOA,” 237 tons register, James Bowden, Commander, will sail for the above port on Saturday next, the 14th inst. For freight or passage apply to W. S. GRAHAME. Auckland, 6th October, 1854.	[16, 55, 175, 138]
melbourne-ad: THE fast-sailing Brigantine “ELIZABETH.” A. Currie, master, to sail on the 21st instant. For freight or passage apply to the Captain, on board, or to	[16, 160, 175, 212]
married-notice: October 4th at the house of Mr. S. Reid, Victoria-street, by the Rev. D. Bruce, Mr. WILLIAM SIERRA of Lucas's Creek, to Miss JANE REID.	[722, 1827, 891, 1869]
paper-title: The New-Zealander.	[917, 138, 1085, 157]
departures: Oct. 1—Hawkhead, 22 tons, Williams, for Waiheke. Oct. 4—Agenora, brig, 160 tons, Capt. Lillewall, for Coromandel, with 600 cases wine, 4,000 feet timber, 3 cases cigars, 1 keg tobacco, 15 boxes soap. Oct. 5—Nga Huia, 17 tons, Rafters, for the Thames, with 1 ton potatoes, half ton sugar. Passengers—Messrs. McCaskill, McNab, Dinan. Oct. 5—Gleneth, 22 tons, Stewart, for the Bay of Islands, with half ton flour, 1 ton flour, half ton potatoes, 3 cases apparel, 1 chest tea, 3 casks beef, 1 case carpenters tools. Oct. 6—Goldfinder, 22 tons, Callaghan, for the Wade. Oct. 6—William Denny, ss, 440 tons, J. W. Lovett, for Sydney. Passengers—Mr. Reeve, Mr. Mills, Mr. Russell, Mr. Hayes, Mr. Dixon, Mr. Selby, and Mr. Smith, and others. Oct. 6—Patriot, 16 tons, Ewing, for Mahurangi, with 1 ton sugar. Oct. 6—Catherine, 14 tons, Rees, for Mongonui, with 20 bags flour, 1 chest tea. Oct. 6—Elizabeth, 12 tons, Cameron, for Mongonui, with 3 bags flour, 5 half chests tea.	[540, 1612, 709, 1890]
column-2: NOTICE. LONDON HOUSE, A. AND R. KEESING ARE SELLING OFF THE WHOLE OF THE GOODS JUST RECEIVED FROM LONDON, SYDNEY, AND MELBOURNE, Consisting of— 365 CASES AND BALES, containing, Clothing, Drapery, Woollens, Ironmongery, Saddlery, Cutlery, Fancy goods, &c., &c., &c. The whole of the above GOODS have been selected expressly for this market by Mr. A. KEESING himself, for cash. We can confidently assure the public that they will be sold much cheaper than any goods hitherto offered in this market, having been purchased far below English cost; the public have only to call and enquire the prices to prove the fact of the above announcement. October 6th, 1854. EX “WM. DENNY.” At the Stores of the Undersigned. 1 BALE SCARLET & BLUE BLANKETS. Checked and blue barred blankets and covers 1 bale checked tweeds, for summer clothing 1 case ready-made clothing, for summer wear, including :— Black and mixture casinett and Alpaca coats Shepherd Tweed coats Brown Milton cloth coats Fancy drill trowsers ” Doeskin trowsers Shepherd's fancy checked tweed trowsers Alpaca, Tweed, white and fancy quilting, cut silk velvet, and embroidered cloth vests 1 bale white blankets, common, medium, and super. Union, wool, Saxony, and Welch flannels 1 bale 6-4, 12-4, and 16-4, printed druggets and craft crumb cloths, green baizes, Red flannels, Alpaca rugs 2 cases Hoyle's prints 2 cases Cashmere, barege and silk tissue shawls Black Indiana shawls Woollen shawls and scarfs 1 case broad cloths 1 case gala plaids and silk brossoons 1 case coloured Alpacas 2 cases 7-4 and 6-4 black Coburgs 1 case 7-4 black Cashmeres 2 cases 6-4 black Alpaca lustres, Orleans and Canton cloth 2 cases 7-4 Australian crape and double-twilled Paramatta 2 cases ready-made clothing, very superior quality and workmanship, including—Black cloth paletots, dress coats, Frock coats Oxonian sporting coats Grey mixture doeskin coats Blue Pilot reefing jackets Black cloth and doeskin trowsers Moleskin trowsers Black cloth vests, plain and embroidered Black Moiree, and flowered satin vests. etc. etc. C. PETSCHLER. Field's Lane, Shortland-street. A WORD TO THE INHABITANTS OF AUCKLAND. MR. SEATON, of the firm of Morrison Dillon & Co. of London, has brought with him a small lot of superior Silks, real Irish Poplins, Ladies and Childrens' Silk and Satin Polka and Mantles &c., which Mr. S. finds that he cannot dispose of whole sale except at a loss of 50 per cent. and he is willing to submit to a loss of 20 per cent. which will bring them to about one half the prices the inhabitants of Auckland have even had the opportunity of bringing goods of a superior quality, so that shopkeepers, dealers, hawkers, and private families can have an opportunity of saving one half in their purchases, verifying the old adage 'A guinea saved is a guinea earned.' The following will give some idea of the very low prices they will be offered at.—Ladies Satin Polkas 6s. cost 23s. Superior Satin Mantles of the newest shapes 25s. 6d. worth at least 2 guineas. 20 Ladies Silk Mantles, slightly damaged, 8s. French Silk Dresses wide width 50s. the full dress. A few real Irish Poplins warranted all silk and wool, the only lot in the colony, these will be offered at 3 guineas the full dress; Circassian Robe a beautiful dress 14s. these cost 17s. 6d. Norwich Poplins a very beautiful dress 30s. Superior quality French Coburg cloths; plain and fancy Brocade Silk a very handsome dress with a cotton back 27s. 6d. these dresses are often sold for all silk and fetch four and five pounds each. There is also a bale of Blankets, as the market is full, Mr. Seaton will sell them off immediately and they will be offered at a loss of 30 per cent. on the Invoice. Eight quarter blankets at 9s. per pair and to clear the others off immediately no reasonable offer will be refused. The goods are stored in a room next to Mr. Kelly's, High street, and can be seen on Monday next, the 9th inst., from 10 o'clock until one, and from 3 to 5 every day until the whole is cleared away. TO TRAVEL THIS SEASON, THE fine powerful bay horse BOLLIVAR, just imported ex “William Denny,” by Mr. BENJAMIN NEWELL. BOLLIVAR may be seen at the “Prince Albert” Inn, Epsom. Further particulars in a future advertisement. FOR SALE, POSTS AND RAILS. COMBES AND DALDY, Queen-street Wharf. WHARF STORES, VICTORIA LANE. JUST UNPACKED, AND ON SALE (At the Stores of the Undersigned,) EX WILLIAM DENNY 6 CASES SALAD OIL 5 ” American lemon syrup 3 ” Best bottled fruits 4 ” Confectionery 1 ” Carr's biscuit in tins Manilla hats Sou' westers Duck trowsers Black ribbons Wax vestas, in boxes of 500 and 1000 Hair Oil Plated cruet stands Coffee Mills And Several packages of useful goods much wanted in the Colony, Wholesale and Retail P. A. PHILLIPS PANAMA HATS, WHOLESALE AND RETAIL. ALSO—ONE CASE SEWED MUSLIN GOODS, in flowering sleeves, collars, habit shirts, chemisettes, etc. A few Boys' French Merino Dresses, of very superior quality. J. and W. Henderson take this opportunity of stating that, having received their invoices of extensive shipments to arrive per “Joseph Fletcher,” the whole of their present large stock is now selling at unusually low prices. Queen-street, 7th Oct., 1854. SMALL FARM, about seven miles from Auckland, approached by land or water, TO BE LET ON LEASE. A FARM of sixty acres of excellent Land fronting the river to the River. The whole fenced in, and part in cultivation. A Dwelling House and other necessary requirements for immediate occupation, to be let on lease. The owner and present occupier, Mr. R. SKEEN, being desirous of making immediate changes in his plans, will authorise peculiarly liberal terms with a tenant offering within a few days. For particulars apply to A. W. HANSARD, Estate Agent, Princes-street. October 6th, 1854. AUCKLAND LEAGUE OF TEMPERANCE. Adjourned Meeting. PURSUANT to the following Resolution, adopted by the Meeting of the 3rd instant,—'That with a view to the further discussion of the principles of the Auckland League of Temperance, this meeting be adjourned until a future day, to be notified by public advertisement,'—Notice is hereby given that a Meeting of the League will be held in the Odd Fellows' Hall, on MONDAY Evening next, 9th instant, at seven o'clock precisely. Seats will be reserved for ladies. T. S. FORSAITH, Chairman. TEA MEETING. A CONGREGATIONAL TEA MEETING will be held in the Wesleyan School Room, on WEDNESDAY EVENING next, the 11th instant, at which the question of a necessity for further Chapel Accommodation will be considered. Tickets may be had at the NEW-ZEALANDER Office, or of Messrs. T. and M. Somerville, Shortland-street. EX “MOA” On Sale by the Undersigned, SUPERIOR JAVA SUGAR JAMIESON JARVIE, Fort-street. Oct. 6, 1854. FOR SALE. A COTTAGE situate in O'Connell-street, adjoining Mr. Norrie's Seminary. For particulars apply to J. DUNNING, Bee Hive, High-street. CAUTION. I HEREBY caution all persons from cutting or removing any timber or firewood from Lot 125, Parish of Takapuna. Any person so offending after this date will be prosecuted according to law. J. D. C. IRELAND. Auckland, Oct. 6, 1854. FOUND—A RIDING SADDLE. The owner can have it by paying expenses. Apply at the “New Zealander” Office. 4th October, 1854.	[182, 38, 534, 1546]
